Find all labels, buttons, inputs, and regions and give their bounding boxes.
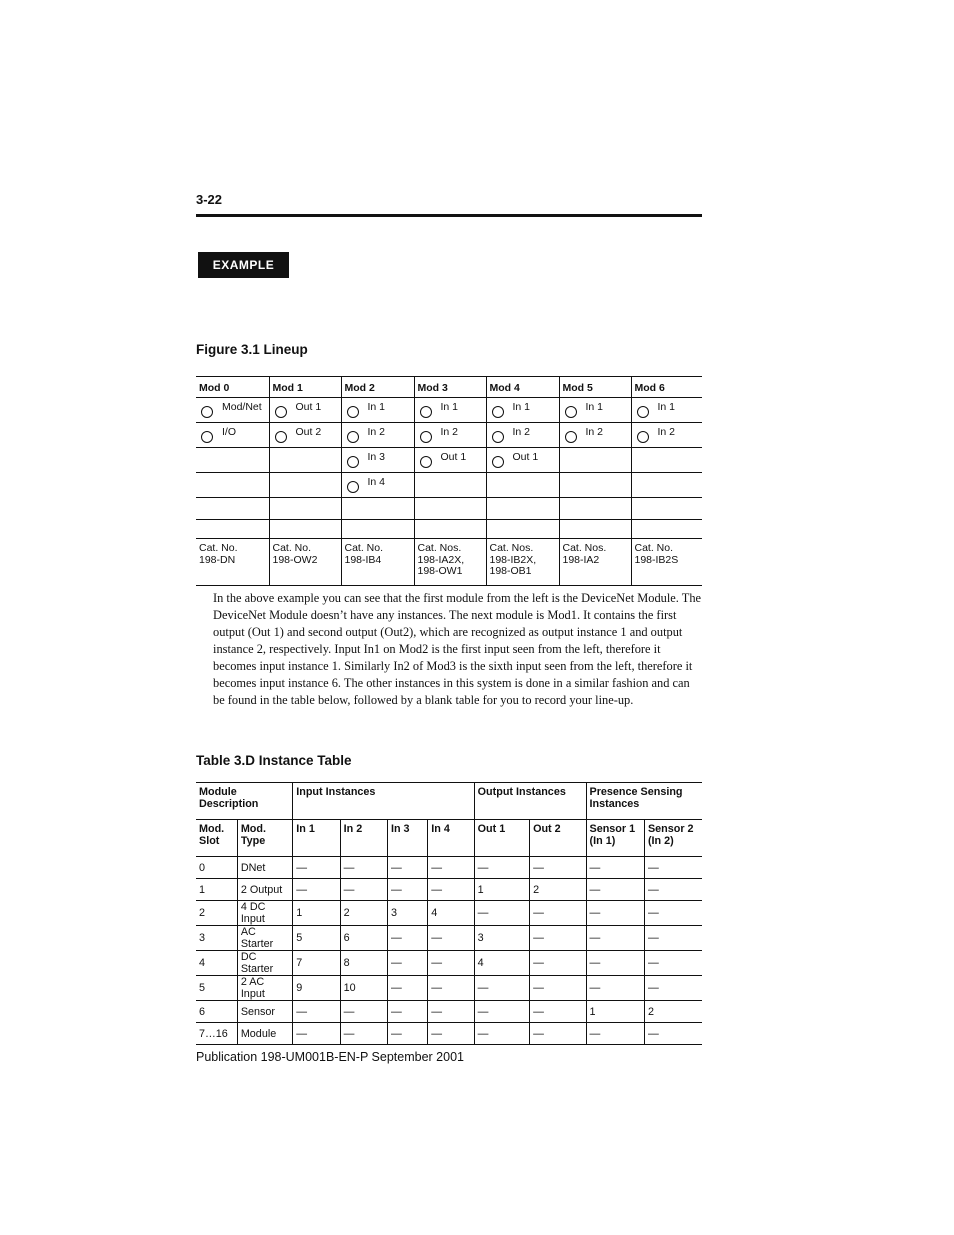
io-label: In 2 (367, 426, 386, 438)
instance-table-cell: — (387, 951, 427, 976)
instance-table-cell: 2 Output (237, 879, 292, 901)
lineup-io-cell (631, 473, 702, 498)
instance-table-cell: 3 (196, 926, 237, 951)
lineup-module-header: Mod 1 (269, 377, 341, 398)
instance-table-cell: 1 (196, 879, 237, 901)
lineup-io-cell (341, 423, 414, 448)
instance-table-cell: — (387, 879, 427, 901)
catalog-line: Cat. No. (199, 542, 238, 554)
instance-table-cell: 3 (474, 926, 529, 951)
instance-table-cell: — (474, 976, 529, 1001)
instance-table-cell: — (387, 1023, 427, 1045)
lineup-io-cell (196, 448, 269, 473)
io-label: In 2 (585, 426, 604, 438)
instance-table-cell: DC Starter (237, 951, 292, 976)
io-indicator-icon (201, 431, 213, 443)
io-label: In 1 (657, 401, 676, 413)
instance-table-cell: DNet (237, 857, 292, 879)
instance-table-cell: — (428, 1001, 474, 1023)
lineup-io-cell (631, 398, 702, 423)
io-indicator-icon (275, 406, 287, 418)
io-label: In 1 (367, 401, 386, 413)
lineup-io-cell (559, 423, 631, 448)
catalog-line: 198-IB4 (344, 553, 382, 566)
instance-table-cell: 3 (387, 901, 427, 926)
lineup-io-row (196, 473, 702, 498)
instance-table-cell: 2 (530, 879, 586, 901)
instance-table-cell: — (644, 976, 702, 1001)
instance-table-cell: — (644, 857, 702, 879)
lineup-io-cell (414, 423, 486, 448)
instance-table-cell: Sensor (237, 1001, 292, 1023)
io-indicator-icon (492, 406, 504, 418)
lineup-io-cell (414, 398, 486, 423)
instance-table-row (196, 976, 702, 1001)
example-badge: EXAMPLE (198, 252, 289, 278)
lineup-io-cell (486, 448, 559, 473)
catalog-line: Cat. Nos. (562, 542, 607, 554)
lineup-blank-cell (414, 498, 486, 520)
lineup-io-cell (559, 448, 631, 473)
instance-column-header: In 2 (340, 820, 387, 857)
instance-table-cell: — (586, 879, 644, 901)
io-indicator-icon (420, 456, 432, 468)
lineup-module-header: Mod 5 (559, 377, 631, 398)
instance-group-header: Input Instances (293, 783, 474, 820)
io-indicator-icon (637, 431, 649, 443)
instance-table-cell: 1 (293, 901, 340, 926)
lineup-io-cell (196, 398, 269, 423)
io-indicator-icon (637, 406, 649, 418)
lineup-blank-cell (486, 520, 559, 539)
catalog-line: 198-OB1 (489, 565, 532, 577)
lineup-io-cell (196, 473, 269, 498)
catalog-line: 198-OW2 (272, 553, 318, 566)
catalog-line: Cat. No. (634, 542, 674, 554)
lineup-module-header: Mod 4 (486, 377, 559, 398)
catalog-line: 198-IB2X, (489, 553, 537, 566)
io-label: Mod/Net (222, 401, 262, 413)
io-label: In 1 (440, 401, 459, 413)
instance-column-header: In 3 (387, 820, 427, 857)
lineup-module-header: Mod 2 (341, 377, 414, 398)
instance-table-cell: — (530, 976, 586, 1001)
instance-table-cell: — (293, 857, 340, 879)
instance-table-cell: — (530, 857, 586, 879)
body-paragraph: In the above example you can see that the first module from the left is the DeviceNet Module. The DeviceNet Module doesn’t have any instances. The next module is Mod1. It contains the first output (Out 1) and second output (Out2), which are recognized as output instance 1 and output instance 2, respectively. Input In1 on Mod2 is the first input seen from the left, therefore it becomes input instance 1. Similarly In2 of Mod3 is the sixth input seen from the left, therefore it becomes input instance 6. The other instances in this system is done in a similar fashion and can be found in the table below, followed by a blank table for you to record your line-up. (213, 591, 702, 707)
lineup-catalog-cell (196, 539, 269, 586)
io-indicator-icon (347, 456, 359, 468)
instance-table-cell: 0 (196, 857, 237, 879)
instance-table-cell: — (474, 857, 529, 879)
instance-table-cell: 2 AC Input (237, 976, 292, 1001)
instance-table-cell: 4 (428, 901, 474, 926)
lineup-module-header: Mod 6 (631, 377, 702, 398)
lineup-catalog-cell (414, 539, 486, 586)
instance-table-cell: — (586, 926, 644, 951)
io-label: In 3 (367, 451, 386, 463)
instance-column-header: In 1 (293, 820, 340, 857)
instance-table-cell: — (387, 857, 427, 879)
instance-table (196, 782, 702, 1045)
instance-table-cell: — (428, 857, 474, 879)
instance-table-cell: — (340, 1023, 387, 1045)
instance-group-header: Module Description (196, 783, 293, 820)
lineup-table (196, 376, 702, 586)
instance-table-cell: 6 (340, 926, 387, 951)
instance-group-header: Output Instances (474, 783, 586, 820)
instance-table-cell: — (428, 951, 474, 976)
lineup-io-row (196, 448, 702, 473)
catalog-line: Cat. No. (272, 542, 312, 554)
lineup-blank-row (196, 520, 702, 539)
lineup-blank-cell (559, 520, 631, 539)
instance-table-cell: 7…16 (196, 1023, 237, 1045)
instance-table-cell: 4 DC Input (237, 901, 292, 926)
instance-table-cell: Module (237, 1023, 292, 1045)
instance-table-cell: — (586, 951, 644, 976)
io-label: Out 1 (295, 401, 322, 413)
figure-title: Figure 3.1 Lineup (196, 342, 308, 357)
instance-table-row (196, 951, 702, 976)
lineup-blank-cell (486, 498, 559, 520)
header-rule (196, 214, 702, 217)
catalog-line: Cat. No. (344, 542, 384, 554)
instance-table-cell: — (340, 879, 387, 901)
lineup-io-cell (269, 473, 341, 498)
lineup-blank-cell (559, 498, 631, 520)
instance-column-header: Sensor 2 (In 2) (644, 820, 702, 857)
instance-table-cell: — (586, 901, 644, 926)
lineup-blank-cell (631, 520, 702, 539)
lineup-catalog-cell (486, 539, 559, 586)
instance-table-cell: 2 (196, 901, 237, 926)
io-indicator-icon (420, 406, 432, 418)
io-label: In 2 (440, 426, 459, 438)
instance-table-row (196, 926, 702, 951)
instance-group-header-row (196, 783, 702, 820)
instance-table-cell: — (474, 901, 529, 926)
lineup-io-row (196, 398, 702, 423)
lineup-blank-cell (341, 498, 414, 520)
lineup-blank-cell (414, 520, 486, 539)
instance-table-row (196, 879, 702, 901)
io-indicator-icon (201, 406, 213, 418)
instance-table-cell: — (644, 901, 702, 926)
io-indicator-icon (565, 431, 577, 443)
instance-table-cell: — (644, 879, 702, 901)
instance-table-row (196, 857, 702, 879)
instance-table-cell: — (586, 976, 644, 1001)
instance-table-cell: 1 (474, 879, 529, 901)
lineup-io-row (196, 423, 702, 448)
instance-table-row (196, 901, 702, 926)
io-indicator-icon (420, 431, 432, 443)
instance-table-cell: — (293, 879, 340, 901)
io-indicator-icon (275, 431, 287, 443)
io-label: In 1 (512, 401, 531, 413)
lineup-module-header: Mod 0 (196, 377, 269, 398)
io-indicator-icon (492, 431, 504, 443)
io-label: In 2 (657, 426, 676, 438)
instance-group-header: Presence Sensing Instances (586, 783, 702, 820)
catalog-line: Cat. Nos. (489, 542, 534, 554)
lineup-io-cell (269, 448, 341, 473)
lineup-io-cell (486, 423, 559, 448)
instance-table-cell: — (387, 1001, 427, 1023)
instance-table-cell: — (474, 1023, 529, 1045)
lineup-blank-cell (196, 498, 269, 520)
instance-column-header: Mod. Slot (196, 820, 237, 857)
instance-column-header: Mod. Type (237, 820, 292, 857)
lineup-header-row (196, 377, 702, 398)
instance-column-header: Out 1 (474, 820, 529, 857)
instance-table-cell: 4 (474, 951, 529, 976)
instance-table-cell: — (586, 857, 644, 879)
lineup-io-cell (341, 448, 414, 473)
instance-table-cell: 5 (293, 926, 340, 951)
lineup-io-cell (414, 473, 486, 498)
lineup-io-cell (414, 448, 486, 473)
instance-column-header: Sensor 1 (In 1) (586, 820, 644, 857)
instance-table-cell: — (530, 1023, 586, 1045)
io-indicator-icon (347, 406, 359, 418)
io-label: In 2 (512, 426, 531, 438)
instance-table-cell: — (428, 926, 474, 951)
io-label: In 1 (585, 401, 604, 413)
instance-table-cell: 8 (340, 951, 387, 976)
instance-column-header: Out 2 (530, 820, 586, 857)
lineup-blank-cell (269, 520, 341, 539)
instance-table-cell: 7 (293, 951, 340, 976)
publication-footer: Publication 198-UM001B-EN-P September 2001 (196, 1050, 464, 1064)
lineup-io-cell (341, 473, 414, 498)
instance-table-cell: 6 (196, 1001, 237, 1023)
instance-table-cell: — (387, 926, 427, 951)
table-title: Table 3.D Instance Table (196, 753, 352, 768)
lineup-io-cell (559, 473, 631, 498)
lineup-blank-cell (196, 520, 269, 539)
instance-table-cell: — (293, 1023, 340, 1045)
lineup-blank-cell (631, 498, 702, 520)
catalog-line: 198-DN (199, 553, 236, 566)
io-label: I/O (222, 426, 237, 438)
instance-sub-header-row (196, 820, 702, 857)
instance-table-cell: — (530, 901, 586, 926)
instance-table-cell: — (340, 857, 387, 879)
catalog-line: 198-IA2X, (417, 553, 465, 566)
io-indicator-icon (492, 456, 504, 468)
instance-table-cell: — (428, 976, 474, 1001)
io-label: Out 1 (512, 451, 539, 463)
lineup-io-cell (486, 473, 559, 498)
instance-table-cell: — (530, 926, 586, 951)
lineup-blank-row (196, 498, 702, 520)
instance-table-cell: — (586, 1023, 644, 1045)
lineup-catalog-cell (559, 539, 631, 586)
instance-table-cell: 2 (644, 1001, 702, 1023)
lineup-module-header: Mod 3 (414, 377, 486, 398)
instance-table-cell: 5 (196, 976, 237, 1001)
instance-table-cell: — (644, 1023, 702, 1045)
lineup-io-cell (269, 398, 341, 423)
catalog-line: 198-IA2 (562, 553, 600, 566)
lineup-catalog-cell (341, 539, 414, 586)
instance-table-cell: 2 (340, 901, 387, 926)
lineup-catalog-row (196, 539, 702, 586)
instance-table-cell: — (474, 1001, 529, 1023)
io-label: Out 1 (440, 451, 467, 463)
instance-table-cell: — (387, 976, 427, 1001)
lineup-io-cell (196, 423, 269, 448)
instance-table-cell: — (340, 1001, 387, 1023)
instance-table-cell: — (644, 951, 702, 976)
lineup-io-cell (631, 448, 702, 473)
lineup-io-cell (559, 398, 631, 423)
catalog-line: 198-OW1 (417, 565, 463, 577)
instance-table-cell: 4 (196, 951, 237, 976)
lineup-io-cell (631, 423, 702, 448)
instance-table-cell: 10 (340, 976, 387, 1001)
instance-table-cell: — (293, 1001, 340, 1023)
io-indicator-icon (347, 481, 359, 493)
instance-table-row (196, 1023, 702, 1045)
lineup-blank-cell (341, 520, 414, 539)
lineup-io-cell (341, 398, 414, 423)
instance-table-cell: — (530, 951, 586, 976)
instance-table-cell: — (428, 1023, 474, 1045)
instance-table-cell: — (530, 1001, 586, 1023)
lineup-catalog-cell (631, 539, 702, 586)
lineup-catalog-cell (269, 539, 341, 586)
instance-column-header: In 4 (428, 820, 474, 857)
io-indicator-icon (347, 431, 359, 443)
instance-table-row (196, 1001, 702, 1023)
lineup-io-cell (269, 423, 341, 448)
instance-table-cell: — (644, 926, 702, 951)
catalog-line: Cat. Nos. (417, 542, 462, 554)
lineup-io-cell (486, 398, 559, 423)
instance-table-cell: AC Starter (237, 926, 292, 951)
catalog-line: 198-IB2S (634, 553, 679, 566)
lineup-blank-cell (269, 498, 341, 520)
instance-table-cell: 1 (586, 1001, 644, 1023)
io-indicator-icon (565, 406, 577, 418)
io-label: In 4 (367, 476, 386, 488)
io-label: Out 2 (295, 426, 322, 438)
instance-table-cell: — (428, 879, 474, 901)
instance-table-cell: 9 (293, 976, 340, 1001)
page-number: 3-22 (196, 192, 223, 207)
